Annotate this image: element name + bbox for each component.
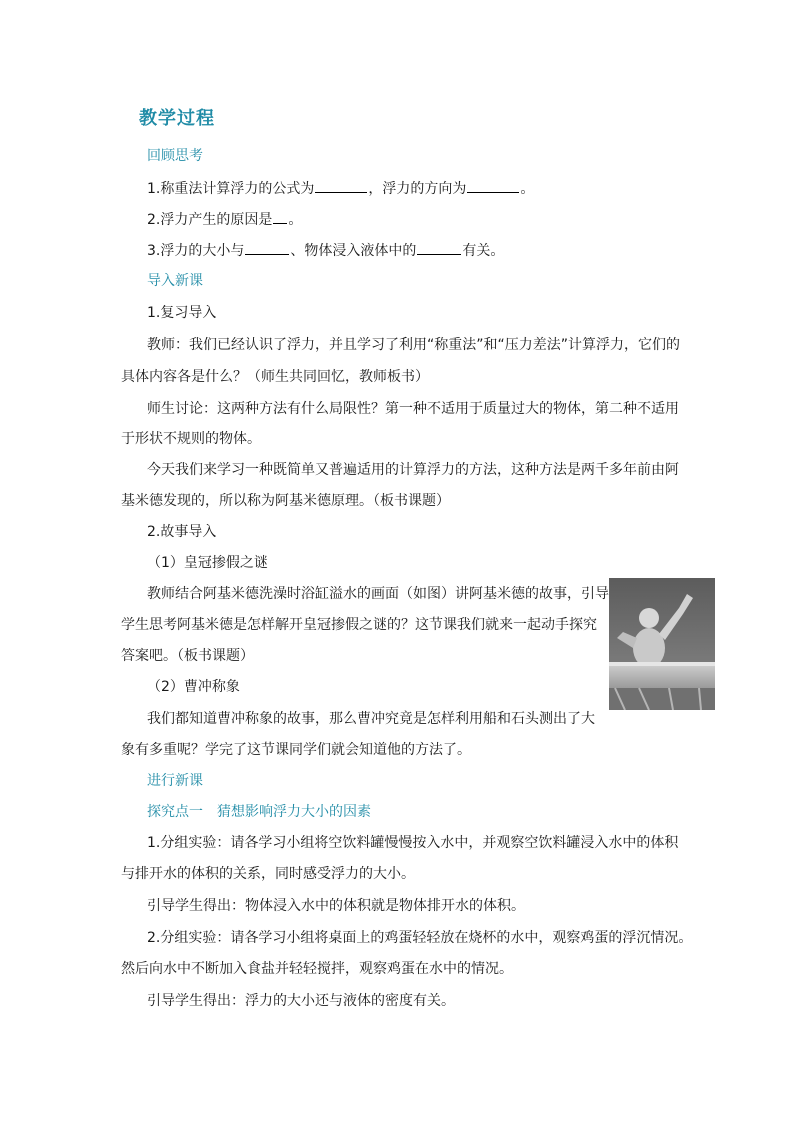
section-intro: 导入新课 [147, 273, 203, 289]
section-inquiry-point-1: 探究点一 猜想影响浮力大小的因素 [147, 804, 371, 820]
paragraph-line: （2）曹冲称象 [147, 679, 240, 695]
paragraph-line: 然后向水中不断加入食盐并轻轻搅拌，观察鸡蛋在水中的情况。 [121, 961, 513, 977]
paragraph-line: 1.复习导入 [147, 305, 217, 321]
archimedes-bath-image [609, 578, 715, 710]
paragraph-line: 引导学生得出：物体浸入水中的体积就是物体排开水的体积。 [147, 898, 525, 914]
review-item-2-text-a: 2.浮力产生的原因是 [147, 212, 273, 228]
paragraph-line: （1）皇冠掺假之谜 [147, 555, 268, 571]
review-item-3 [147, 240, 504, 260]
paragraph-line: 我们都知道曹冲称象的故事，那么曹冲究竟是怎样利用船和石头测出了大 [147, 711, 595, 727]
section-review: 回顾思考 [147, 148, 203, 164]
archimedes-bath-illustration [609, 578, 715, 710]
paragraph-line: 学生思考阿基米德是怎样解开皇冠掺假之谜的？这节课我们就来一起动手探究 [121, 617, 597, 633]
paragraph-line: 于形状不规则的物体。 [121, 431, 261, 447]
review-item-1-text-a: 1.称重法计算浮力的公式为 [147, 181, 315, 197]
paragraph-line: 教师：我们已经认识了浮力，并且学习了利用“称重法”和“压力差法”计算浮力，它们的 [147, 337, 681, 353]
review-item-1 [147, 178, 534, 198]
paragraph-line: 与排开水的体积的关系，同时感受浮力的大小。 [121, 866, 415, 882]
paragraph-line: 象有多重呢？学完了这节课同学们就会知道他的方法了。 [121, 742, 471, 758]
blank-line [417, 241, 461, 255]
review-item-1-text-b: ，浮力的方向为 [368, 181, 467, 197]
blank-line [467, 179, 519, 193]
paragraph-line: 2.分组实验：请各学习小组将桌面上的鸡蛋轻轻放在烧杯的水中，观察鸡蛋的浮沉情况。 [147, 930, 693, 946]
section-new-lesson: 进行新课 [147, 773, 203, 789]
paragraph-line: 引导学生得出：浮力的大小还与液体的密度有关。 [147, 993, 455, 1009]
review-item-3-text-c: 有关。 [462, 243, 505, 259]
review-item-1-text-c: 。 [520, 181, 535, 197]
paragraph-line: 具体内容各是什么？（师生共同回忆，教师板书） [121, 369, 429, 385]
page-title: 教学过程 [139, 108, 215, 129]
blank-line [245, 241, 289, 255]
review-item-2-text-b: 。 [288, 212, 303, 228]
paragraph-line: 今天我们来学习一种既简单又普遍适用的计算浮力的方法，这种方法是两千多年前由阿 [147, 462, 679, 478]
paragraph-line: 教师结合阿基米德洗澡时浴缸溢水的画面（如图）讲阿基米德的故事，引导 [147, 586, 609, 602]
review-item-2 [147, 209, 302, 229]
paragraph-line: 答案吧。（板书课题） [121, 648, 254, 664]
paragraph-line: 师生讨论：这两种方法有什么局限性？第一种不适用于质量过大的物体，第二种不适用 [147, 401, 679, 417]
blank-line [273, 210, 287, 224]
paragraph-line: 2.故事导入 [147, 524, 217, 540]
paragraph-line: 1.分组实验：请各学习小组将空饮料罐慢慢按入水中，并观察空饮料罐浸入水中的体积 [147, 835, 679, 851]
paragraph-line: 基米德发现的，所以称为阿基米德原理。（板书课题） [121, 493, 450, 509]
blank-line [315, 179, 367, 193]
review-item-3-text-b: 、物体浸入液体中的 [290, 243, 417, 259]
review-item-3-text-a: 3.浮力的大小与 [147, 243, 245, 259]
